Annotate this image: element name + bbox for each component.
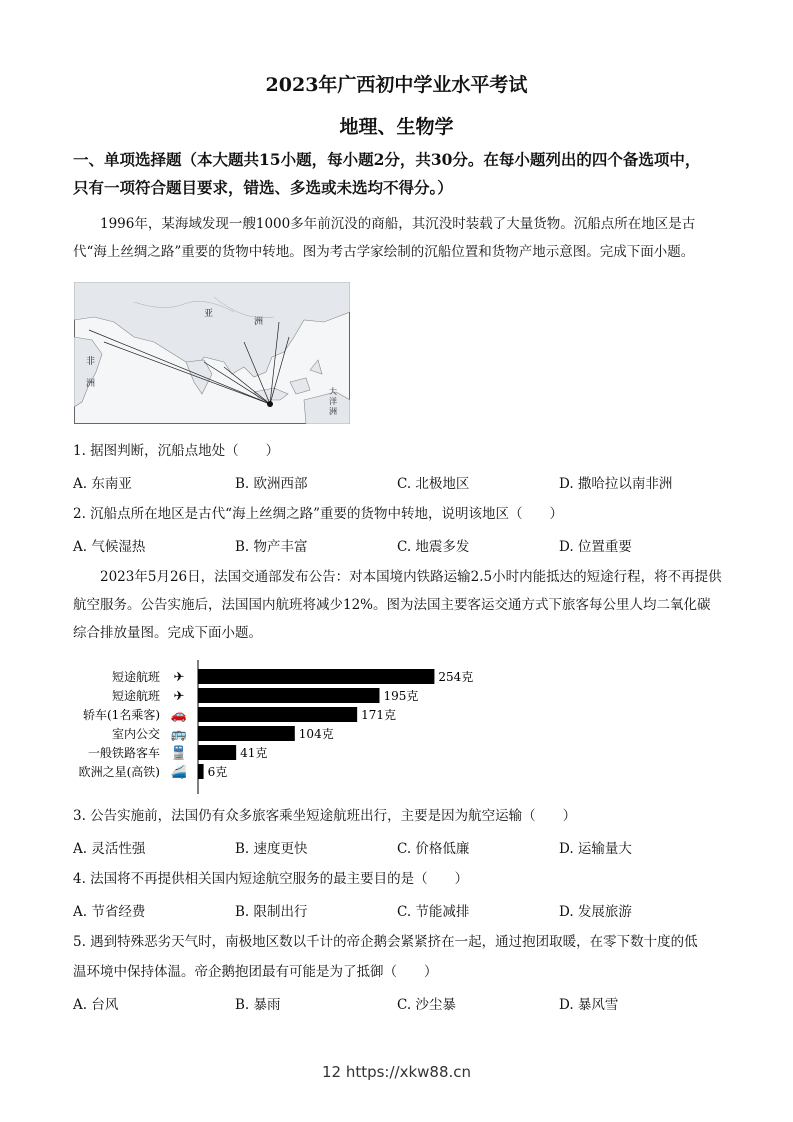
option-b[interactable]: B. 暴雨 — [235, 997, 281, 1013]
map-label-asia-1: 亚 — [204, 309, 214, 319]
bar — [198, 669, 434, 684]
question-3-stem: 3. 公告实施前，法国仍有众多旅客乘坐短途航班出行，主要是因为航空运输（ ） — [73, 808, 577, 824]
airplane-icon: ✈ — [173, 670, 185, 685]
category-label: 室内公交 — [111, 727, 160, 741]
shipwreck-point — [267, 401, 273, 407]
question-1-stem: 1. 据图判断，沉船点地处（ ） — [73, 443, 280, 459]
question-4-options — [73, 900, 723, 922]
page-footer: 12 https://xkw88.cn — [321, 1063, 472, 1081]
bar — [198, 726, 295, 741]
option-d[interactable]: D. 撒哈拉以南非洲 — [559, 476, 673, 492]
question-5-stem-line2: 温环境中保持体温。帝企鹅抱团最有可能是为了抵御（ ） — [73, 964, 438, 980]
map-label-africa-2: 洲 — [86, 379, 96, 389]
high-speed-train-icon: 🚄 — [170, 765, 188, 780]
bar — [198, 688, 380, 703]
option-d[interactable]: D. 运输量大 — [559, 841, 632, 857]
category-label: 轿车(1名乘客) — [83, 708, 160, 722]
shipwreck-map — [74, 282, 350, 424]
option-c[interactable]: C. 沙尘暴 — [397, 997, 456, 1013]
option-c[interactable]: C. 价格低廉 — [397, 841, 470, 857]
option-c[interactable]: C. 北极地区 — [397, 476, 470, 492]
bar — [198, 745, 236, 760]
question-1-options — [73, 472, 723, 494]
airplane-icon: ✈ — [173, 689, 185, 704]
map-label-oceania-2: 洋 — [329, 397, 337, 406]
bar — [198, 707, 357, 722]
map-label-oceania-3: 洲 — [329, 407, 337, 416]
option-a[interactable]: A. 气候湿热 — [73, 539, 146, 555]
map-label-asia-2: 洲 — [254, 317, 264, 327]
question-5-options — [73, 993, 723, 1015]
value-label: 254克 — [438, 670, 474, 684]
category-label: 欧洲之星(高铁) — [78, 765, 160, 779]
question-5-stem-line1: 5. 遇到特殊恶劣天气时，南极地区数以千计的帝企鹅会紧紧挤在一起，通过抱团取暖，在零下数十度的低 — [73, 934, 698, 950]
option-b[interactable]: B. 限制出行 — [235, 904, 308, 920]
option-a[interactable]: A. 节省经费 — [73, 904, 146, 920]
option-b[interactable]: B. 速度更快 — [235, 841, 308, 857]
co2-emission-chart — [72, 660, 502, 794]
category-label: 短途航班 — [111, 689, 160, 703]
passage-1: 1996年，某海域发现一艘1000多年前沉没的商船，其沉没时装载了大量货物。沉船点所在地区是古代“海上丝绸之路”重要的货物中转地。图为考古学家绘制的沉船位置和货物产地示意图。完成下面小题。 — [73, 216, 696, 260]
option-a[interactable]: A. 台风 — [73, 997, 119, 1013]
value-label: 41克 — [240, 746, 268, 760]
question-2-stem: 2. 沉船点所在地区是古代“海上丝绸之路”重要的货物中转地，说明该地区（ ） — [73, 506, 563, 522]
bus-icon: 🚌 — [170, 727, 188, 742]
question-3-options — [73, 837, 723, 859]
value-label: 104克 — [298, 727, 334, 741]
option-b[interactable]: B. 欧洲西部 — [235, 476, 308, 492]
category-label: 短途航班 — [111, 670, 160, 684]
question-4-stem: 4. 法国将不再提供相关国内短途航空服务的最主要目的是（ ） — [73, 871, 469, 887]
passage-2: 2023年5月26日，法国交通部发布公告：对本国境内铁路运输2.5小时内能抵达的短途行程，将不再提供航空服务。公告实施后，法国国内航班将减少12%。图为法国主要客运交通方式下旅客每公里人均二氧化碳综合排放量图。完成下面小题。 — [73, 569, 722, 641]
train-icon: 🚆 — [170, 746, 188, 761]
section-heading-line2: 只有一项符合题目要求，错选、多选或未选均不得分。） — [73, 178, 453, 197]
option-c[interactable]: C. 地震多发 — [397, 539, 470, 555]
exam-subject: 地理、生物学 — [339, 116, 454, 138]
option-d[interactable]: D. 发展旅游 — [559, 904, 632, 920]
value-label: 195克 — [383, 689, 419, 703]
option-d[interactable]: D. 位置重要 — [559, 539, 632, 555]
option-d[interactable]: D. 暴风雪 — [559, 997, 619, 1013]
bar — [198, 764, 204, 779]
option-c[interactable]: C. 节能减排 — [397, 904, 470, 920]
option-b[interactable]: B. 物产丰富 — [235, 539, 308, 555]
exam-title: 2023年广西初中学业水平考试 — [265, 74, 528, 96]
car-icon: 🚗 — [170, 708, 188, 723]
map-label-oceania-1: 大 — [329, 387, 337, 396]
value-label: 6克 — [207, 765, 228, 779]
map-label-africa-1: 非 — [86, 357, 96, 367]
section-heading-line1: 一、单项选择题（本大题共15小题，每小题2分，共30分。在每小题列出的四个备选项中， — [73, 150, 701, 169]
category-label: 一般铁路客车 — [87, 746, 160, 760]
value-label: 171克 — [361, 708, 397, 722]
option-a[interactable]: A. 灵活性强 — [73, 841, 146, 857]
question-2-options — [73, 535, 723, 557]
option-a[interactable]: A. 东南亚 — [73, 476, 132, 492]
